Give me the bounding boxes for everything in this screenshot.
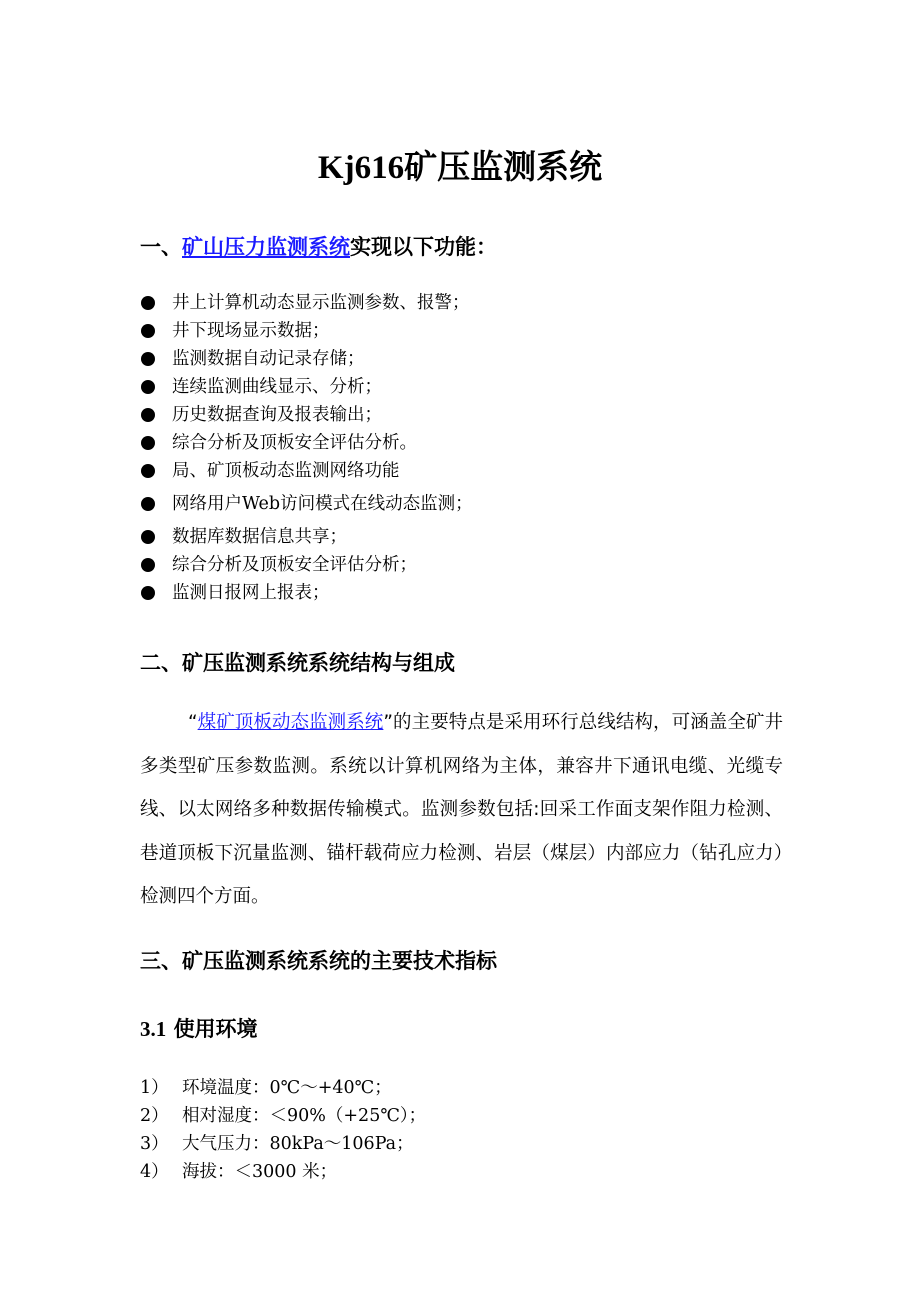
list-item: 3） 大气压力：80kPa～106Pa； bbox=[140, 1134, 414, 1154]
roof-monitoring-system-link[interactable]: 煤矿顶板动态监测系统 bbox=[197, 712, 384, 733]
bullet-icon bbox=[141, 352, 155, 366]
list-item: 网络用户Web访问模式在线动态监测； bbox=[140, 490, 780, 518]
document-title: Kj616矿压监测系统 bbox=[317, 150, 603, 186]
bullet-icon bbox=[141, 380, 155, 394]
list-item: 局、矿顶板动态监测网络功能 bbox=[140, 457, 780, 485]
subsection-3-1-heading: 3.1 使用环境 bbox=[140, 1017, 258, 1041]
section-1-heading bbox=[140, 232, 497, 262]
list-item: 历史数据查询及报表输出； bbox=[140, 401, 780, 429]
list-item: 监测数据自动记录存储； bbox=[140, 345, 780, 373]
bullet-icon bbox=[141, 586, 155, 600]
section-2-paragraph: “煤矿顶板动态监测系统”的主要特点是采用环行总线结构，可涵盖全矿井多类型矿压参数监测。系统以计算机网络为主体，兼容井下通讯电缆、光缆专线、以太网络多种数据传输模式。监测参数包括:回采工作面支架作阻力检测、巷道顶板下沉量监测、锚杆载荷应力检测、岩层（煤层）内部应力（钻孔应力）检测四个方面。 bbox=[140, 712, 783, 907]
section-2-heading: 二、矿压监测系统系统结构与组成 bbox=[140, 651, 455, 675]
bullet-icon bbox=[141, 558, 155, 572]
list-item: 2） 相对湿度：＜90%（+25℃）； bbox=[140, 1106, 427, 1126]
bullet-icon bbox=[141, 296, 155, 310]
list-item: 综合分析及顶板安全评估分析。 bbox=[140, 429, 780, 457]
mine-pressure-system-link[interactable]: 矿山压力监测系统 bbox=[182, 235, 350, 259]
bullet-icon bbox=[141, 324, 155, 338]
bullet-icon bbox=[141, 530, 155, 544]
bullet-icon bbox=[141, 436, 155, 450]
list-item: 4） 海拔：＜3000 米； bbox=[140, 1162, 338, 1182]
list-item: 数据库数据信息共享； bbox=[140, 523, 780, 551]
list-item: 监测日报网上报表； bbox=[140, 579, 780, 607]
section-1-suffix: 实现以下功能： bbox=[350, 235, 497, 259]
list-item: 井下现场显示数据； bbox=[140, 317, 780, 345]
list-item: 连续监测曲线显示、分析； bbox=[140, 373, 780, 401]
list-item: 井上计算机动态显示监测参数、报警； bbox=[140, 289, 780, 317]
feature-list bbox=[140, 289, 780, 607]
list-item: 综合分析及顶板安全评估分析； bbox=[140, 551, 780, 579]
section-1-prefix: 一、 bbox=[140, 235, 182, 259]
bullet-icon bbox=[141, 497, 155, 511]
section-3-heading: 三、矿压监测系统系统的主要技术指标 bbox=[140, 949, 497, 973]
list-item: 1） 环境温度：0℃～+40℃； bbox=[140, 1078, 392, 1098]
environment-list bbox=[140, 1074, 426, 1186]
bullet-icon bbox=[141, 464, 155, 478]
bullet-icon bbox=[141, 408, 155, 422]
